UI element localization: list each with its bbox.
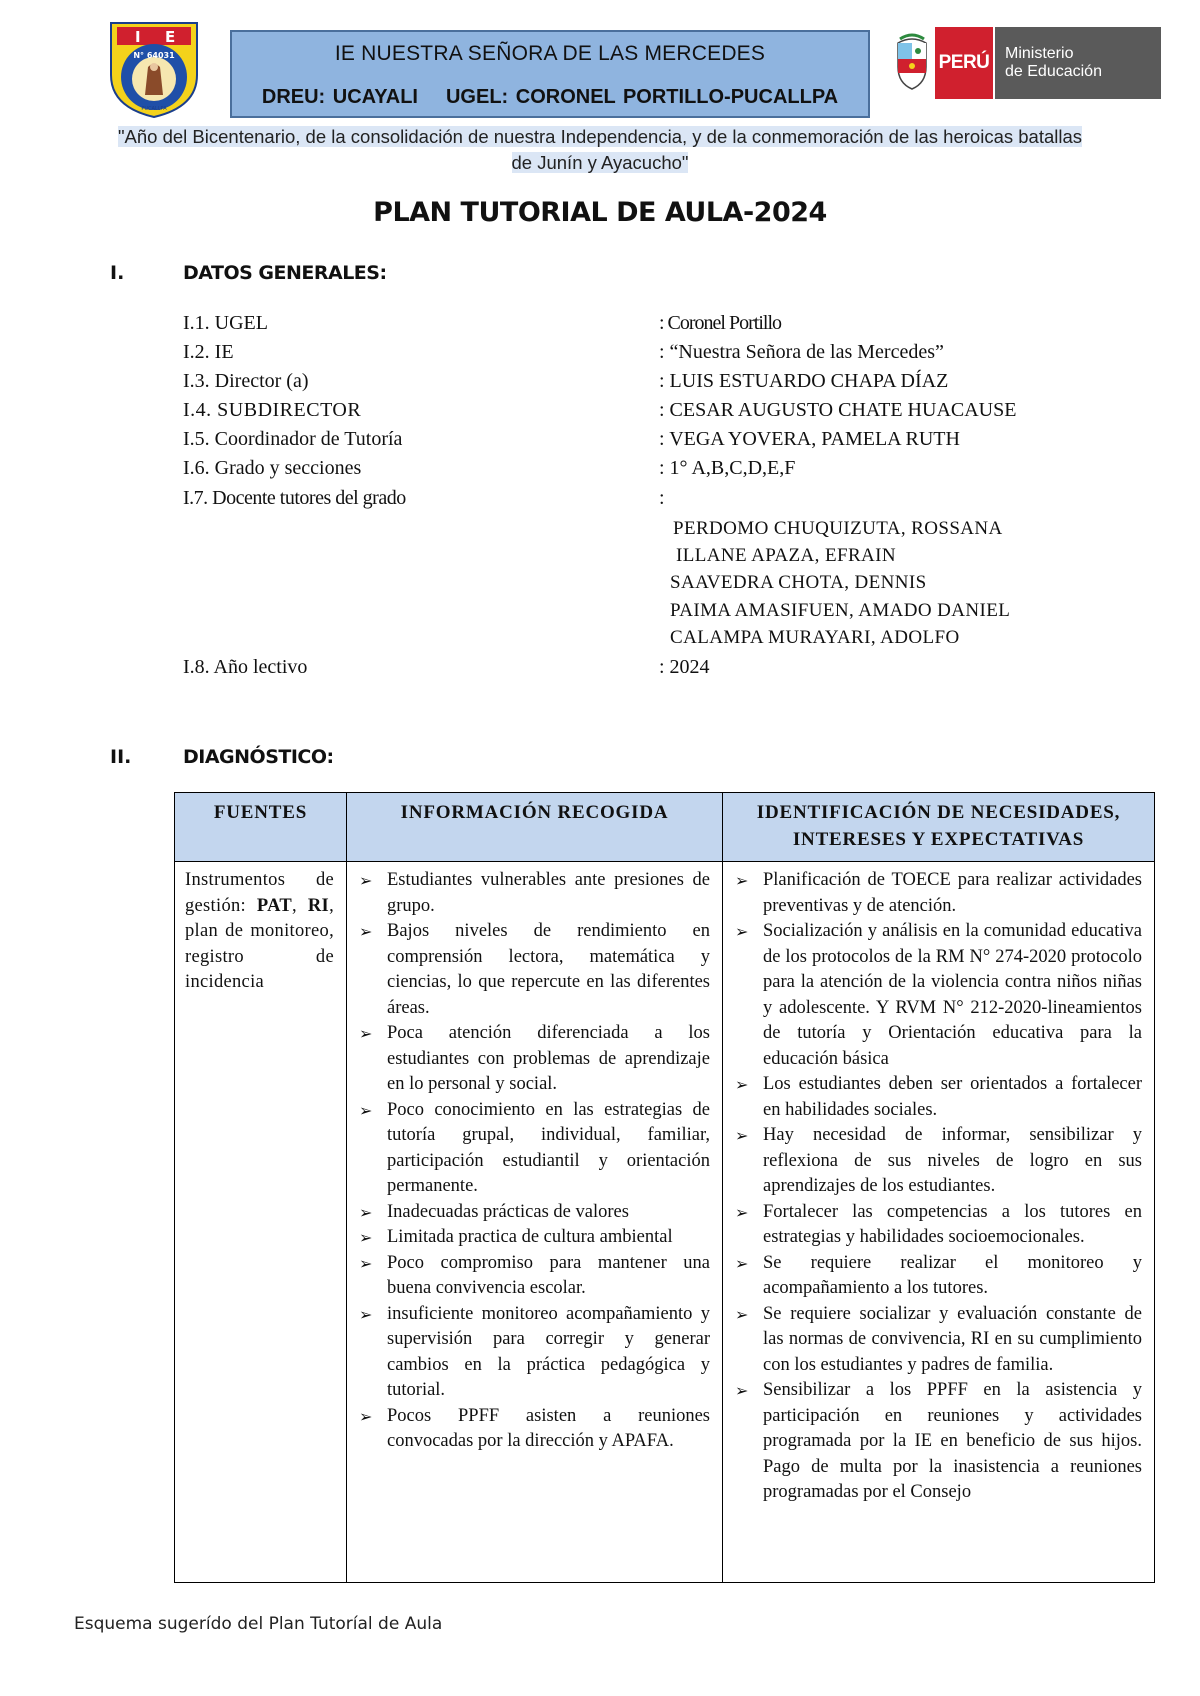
- informacion-item: [357, 919, 710, 1021]
- informacion-item: [357, 1251, 710, 1302]
- arrow-bullet-icon: ➢: [735, 1253, 749, 1273]
- tutor-name: SAAVEDRA CHOTA, DENNIS: [670, 572, 927, 593]
- necesidades-clip: [733, 868, 1142, 1582]
- necesidad-item-text: Se requiere socializar y evaluación constante de las normas de convivencia, RI en su cumplimiento con los estudiantes y padres de familia.: [763, 1303, 1142, 1375]
- datos-label: I.6. Grado y secciones: [183, 457, 362, 479]
- informacion-item-text: Poco conocimiento en las estrategias de tutoría grupal, individual, familiar, participación estudiantil y orientación permanente.: [387, 1099, 710, 1196]
- school-name: IE NUESTRA SEÑORA DE LAS MERCEDES: [334, 42, 766, 65]
- informacion-item: [357, 868, 710, 919]
- informacion-item-text: Inadecuadas prácticas de valores: [387, 1201, 629, 1222]
- dreu-label: DREU: UCAYALI: [261, 86, 418, 108]
- ugel-label: UGEL: CORONEL PORTILLO-PUCALLPA: [445, 86, 839, 108]
- datos-value: : Coronel Portillo: [659, 312, 781, 334]
- fuentes-ri: RI: [307, 895, 330, 916]
- arrow-bullet-icon: ➢: [735, 1075, 749, 1094]
- column-header-necesidades: IDENTIFICACIÓN DE NECESIDADES, INTERESES Y EXPECTATIVAS: [723, 793, 1155, 862]
- fuentes-text-part: ,: [292, 895, 308, 916]
- section-1-title: DATOS GENERALES:: [183, 262, 387, 284]
- datos-label: I.1. UGEL: [183, 312, 268, 334]
- informacion-item: [357, 1200, 710, 1226]
- necesidad-item: [733, 1123, 1142, 1200]
- datos-row-coordinador: [183, 425, 1133, 453]
- datos-label: I.2. IE: [183, 341, 234, 363]
- datos-row-ugel: [183, 309, 1133, 337]
- column-header-informacion: INFORMACIÓN RECOGIDA: [347, 793, 723, 862]
- necesidad-item: [733, 1378, 1142, 1506]
- informacion-item-text: Poco compromiso para mantener una buena convivencia escolar.: [387, 1252, 710, 1298]
- table-row: [175, 862, 1155, 1583]
- datos-label: I.3. Director (a): [183, 370, 309, 392]
- fuentes-text: [185, 868, 334, 996]
- datos-value: :: [659, 487, 665, 509]
- informacion-item-text: Bajos niveles de rendimiento en comprensión lectora, matemática y ciencias, lo que repercute en las diferentes áreas.: [387, 921, 710, 1018]
- informacion-item-text: Pocos PPFF asisten a reuniones convocadas por la dirección y APAFA.: [387, 1405, 710, 1451]
- tutor-name: PERDOMO CHUQUIZUTA, ROSSANA: [673, 518, 1003, 539]
- datos-value: : “Nuestra Señora de las Mercedes”: [659, 341, 944, 363]
- year-motto-line-1: "Año del Bicentenario, de la consolidación de nuestra Independencia, y de la conmemoración de las heroicas batallas: [117, 126, 1083, 147]
- necesidad-item-text: Hay necesidad de informar, sensibilizar y reflexiona de sus niveles de logro en sus aprendizajes de los estudiantes.: [763, 1125, 1142, 1196]
- informacion-item: [357, 1302, 710, 1404]
- school-logo: [103, 17, 205, 119]
- arrow-bullet-icon: ➢: [359, 922, 373, 941]
- diagnostico-table: [174, 792, 1155, 1583]
- informacion-item: [357, 1098, 710, 1200]
- year-motto: [70, 124, 1130, 176]
- informacion-item: [357, 1225, 710, 1251]
- informacion-item: [357, 1404, 710, 1455]
- datos-row-anio: [183, 653, 1133, 681]
- section-2-number: II.: [110, 746, 132, 768]
- tutor-name: CALAMPA MURAYARI, ADOLFO: [670, 627, 960, 648]
- arrow-bullet-icon: ➢: [359, 1100, 373, 1120]
- column-header-fuentes: FUENTES: [175, 793, 347, 862]
- peru-coat-of-arms-icon: [892, 33, 932, 91]
- fuentes-text-part: Instrumentos de gestión:: [185, 870, 334, 916]
- year-motto-line-2: de Junín y Ayacucho": [511, 152, 689, 173]
- page-footer: Esquema sugerído del Plan Tutoríal de Aula: [74, 1614, 443, 1634]
- informacion-item-text: Limitada practica de cultura ambiental: [387, 1227, 673, 1247]
- fuentes-pat: PAT: [256, 895, 293, 916]
- fuentes-cell: [175, 862, 347, 1583]
- necesidades-list: [733, 868, 1142, 1506]
- svg-text:I: I: [135, 28, 141, 46]
- informacion-cell: [347, 862, 723, 1583]
- ministry-label: [995, 27, 1161, 99]
- necesidad-item-text: Los estudiantes deben ser orientados a fortalecer en habilidades sociales.: [763, 1074, 1142, 1120]
- datos-row-ie: [183, 338, 1133, 366]
- arrow-bullet-icon: ➢: [735, 1202, 749, 1222]
- document-title: PLAN TUTORIAL DE AULA-2024: [373, 197, 827, 228]
- datos-value: : CESAR AUGUSTO CHATE HUACAUSE: [659, 399, 1017, 421]
- informacion-item-text: Estudiantes vulnerables ante presiones de grupo.: [387, 870, 710, 916]
- fuentes-text-part: , plan de monitoreo, registro de incidencia: [185, 895, 334, 992]
- arrow-bullet-icon: ➢: [735, 871, 749, 890]
- arrow-bullet-icon: ➢: [359, 1202, 373, 1222]
- necesidad-item-text: Socialización y análisis en la comunidad educativa de los protocolos de la RM N° 274-2020 protocolo para la atención de la violencia contra niños niñas y adolescente. Y RVM N° 212-2020-lineamientos de tutoría y Orientación educativa para la educación básica: [763, 921, 1142, 1069]
- necesidad-item-text: Fortalecer las competencias a los tutores en estrategias y habilidades socioemocionales.: [763, 1201, 1142, 1247]
- school-header-box: [230, 30, 870, 118]
- datos-row-subdirector: [183, 396, 1133, 424]
- arrow-bullet-icon: ➢: [359, 1406, 373, 1426]
- necesidades-cell: [723, 862, 1155, 1583]
- dreu-ugel-line: [232, 86, 868, 109]
- datos-value: : VEGA YOVERA, PAMELA RUTH: [659, 428, 960, 450]
- arrow-bullet-icon: ➢: [735, 1304, 749, 1324]
- section-1-number: I.: [110, 262, 125, 284]
- arrow-bullet-icon: ➢: [359, 1253, 373, 1273]
- arrow-bullet-icon: ➢: [359, 1228, 373, 1247]
- datos-row-docentes: [183, 484, 1133, 512]
- informacion-item-text: Poca atención diferenciada a los estudiantes con problemas de aprendizaje en lo personal y social.: [387, 1023, 710, 1094]
- arrow-bullet-icon: ➢: [359, 871, 373, 890]
- datos-label: I.4. SUBDIRECTOR: [183, 399, 362, 421]
- ministry-line-1: Ministerio: [1005, 45, 1074, 62]
- necesidad-item: [733, 868, 1142, 919]
- necesidad-item: [733, 1302, 1142, 1379]
- svg-text:PUCALLPA: PUCALLPA: [141, 106, 167, 112]
- arrow-bullet-icon: ➢: [359, 1304, 373, 1324]
- arrow-bullet-icon: ➢: [735, 1381, 749, 1400]
- datos-row-director: [183, 367, 1133, 395]
- datos-value: : 2024: [659, 656, 710, 678]
- informacion-item-text: insuficiente monitoreo acompañamiento y supervisión para corregir y generar cambios en la práctica pedagógica y tutorial.: [387, 1303, 710, 1400]
- svg-text:N° 64031: N° 64031: [133, 51, 175, 60]
- necesidad-item: [733, 919, 1142, 1072]
- arrow-bullet-icon: ➢: [359, 1024, 373, 1043]
- informacion-list: [357, 868, 710, 1455]
- necesidad-item: [733, 1251, 1142, 1302]
- necesidad-item-text: Sensibilizar a los PPFF en la asistencia y participación en reuniones y actividades programada por la IE en beneficio de sus hijos. Pago de multa por la inasistencia a reuniones programadas por el Consejo: [763, 1380, 1142, 1502]
- datos-value: : LUIS ESTUARDO CHAPA DÍAZ: [659, 370, 949, 392]
- datos-label: I.8. Año lectivo: [183, 656, 308, 678]
- table-header-row: [175, 793, 1155, 862]
- datos-row-grado: [183, 454, 1133, 482]
- ministry-line-2: de Educación: [1005, 63, 1102, 80]
- datos-label: I.5. Coordinador de Tutoría: [183, 428, 403, 450]
- necesidad-item: [733, 1072, 1142, 1123]
- necesidad-item: [733, 1200, 1142, 1251]
- datos-value: : 1° A,B,C,D,E,F: [659, 457, 796, 479]
- arrow-bullet-icon: ➢: [735, 922, 749, 941]
- ministry-of-education-logo: [935, 27, 1161, 99]
- peru-label: PERÚ: [935, 27, 993, 99]
- datos-label: I.7. Docente tutores del grado: [183, 487, 406, 509]
- necesidad-item-text: Se requiere realizar el monitoreo y acompañamiento a los tutores.: [763, 1252, 1142, 1298]
- necesidad-item-text: Planificación de TOECE para realizar actividades preventivas y de atención.: [763, 870, 1142, 916]
- informacion-item: [357, 1021, 710, 1098]
- tutor-name: PAIMA AMASIFUEN, AMADO DANIEL: [670, 600, 1011, 621]
- svg-text:E: E: [165, 28, 176, 46]
- section-2-title: DIAGNÓSTICO:: [183, 746, 334, 768]
- arrow-bullet-icon: ➢: [735, 1126, 749, 1145]
- tutor-name: ILLANE APAZA, EFRAIN: [676, 545, 896, 566]
